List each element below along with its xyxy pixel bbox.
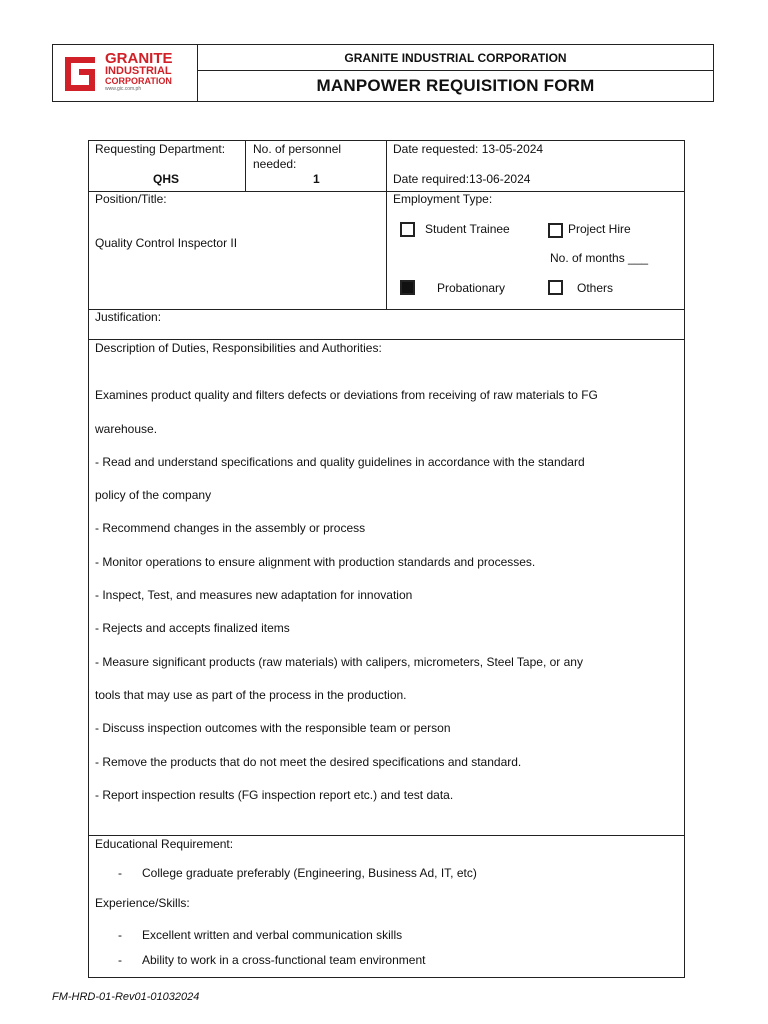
- column-divider: [386, 141, 387, 309]
- duty-line: tools that may use as part of the process in the production.: [95, 688, 407, 702]
- logo-line-industrial: INDUSTRIAL: [105, 65, 172, 77]
- others-checkbox[interactable]: [548, 280, 563, 295]
- department-label: Requesting Department:: [95, 142, 226, 156]
- duty-line: - Discuss inspection outcomes with the responsible team or person: [95, 721, 451, 735]
- probationary-checkbox[interactable]: [400, 280, 415, 295]
- position-label: Position/Title:: [95, 192, 167, 206]
- duty-line: - Remove the products that do not meet the desired specifications and standard.: [95, 755, 522, 769]
- date-required: Date required:13-06-2024: [393, 172, 531, 186]
- row-divider: [89, 339, 684, 340]
- education-label: Educational Requirement:: [95, 837, 234, 851]
- personnel-value: 1: [313, 172, 320, 186]
- row-divider: [89, 835, 684, 836]
- justification-label: Justification:: [95, 310, 162, 324]
- education-item: College graduate preferably (Engineering, Business Ad, IT, etc): [142, 866, 477, 880]
- experience-bullet: -: [118, 953, 122, 967]
- logo-cell: [53, 45, 198, 101]
- duty-line: - Monitor operations to ensure alignment with production standards and processes.: [95, 555, 536, 569]
- date-requested: Date requested: 13-05-2024: [393, 142, 544, 156]
- duty-line: policy of the company: [95, 488, 212, 502]
- experience-item: Ability to work in a cross-functional team environment: [142, 953, 426, 967]
- logo-line-granite: GRANITE: [105, 50, 173, 67]
- others-label: Others: [577, 281, 614, 295]
- personnel-label-line2: needed:: [253, 157, 297, 171]
- row-divider: [89, 309, 684, 310]
- duty-line: - Read and understand specifications and quality guidelines in accordance with the standard: [95, 455, 585, 469]
- student-trainee-checkbox[interactable]: [400, 222, 415, 237]
- experience-item: Excellent written and verbal communication skills: [142, 928, 403, 942]
- duty-line: - Recommend changes in the assembly or process: [95, 521, 366, 535]
- duty-line: - Rejects and accepts finalized items: [95, 621, 290, 635]
- duty-line: Examines product quality and filters defects or deviations from receiving of raw materials to FG: [95, 388, 598, 402]
- duty-line: - Measure significant products (raw materials) with calipers, micrometers, Steel Tape, or any: [95, 655, 583, 669]
- form-header: [52, 44, 714, 102]
- description-label: Description of Duties, Responsibilities and Authorities:: [95, 341, 382, 355]
- project-hire-checkbox[interactable]: [548, 223, 563, 238]
- duty-line: warehouse.: [95, 422, 158, 436]
- form-title: MANPOWER REQUISITION FORM: [316, 76, 595, 95]
- granite-logo-icon: [61, 53, 99, 95]
- duty-line: - Report inspection results (FG inspection report etc.) and test data.: [95, 788, 454, 802]
- months-label: No. of months ___: [550, 251, 649, 265]
- logo-website: www.gic.com.ph: [105, 86, 142, 92]
- project-hire-label: Project Hire: [568, 222, 631, 236]
- employment-type-label: Employment Type:: [393, 192, 493, 206]
- company-name: GRANITE INDUSTRIAL CORPORATION: [198, 45, 713, 71]
- requisition-table: [88, 140, 685, 978]
- probationary-label: Probationary: [437, 281, 506, 295]
- student-trainee-label: Student Trainee: [425, 222, 510, 236]
- personnel-label-line1: No. of personnel: [253, 142, 342, 156]
- education-bullet: -: [118, 866, 122, 880]
- department-value: QHS: [153, 172, 180, 186]
- column-divider: [245, 141, 246, 191]
- logo-wordmark: [105, 51, 173, 92]
- form-code: FM-HRD-01-Rev01-01032024: [52, 991, 200, 1003]
- experience-label: Experience/Skills:: [95, 896, 190, 910]
- experience-bullet: -: [118, 928, 122, 942]
- logo-line-corporation: CORPORATION: [105, 76, 172, 86]
- position-value: Quality Control Inspector II: [95, 236, 238, 250]
- duty-line: - Inspect, Test, and measures new adaptation for innovation: [95, 588, 413, 602]
